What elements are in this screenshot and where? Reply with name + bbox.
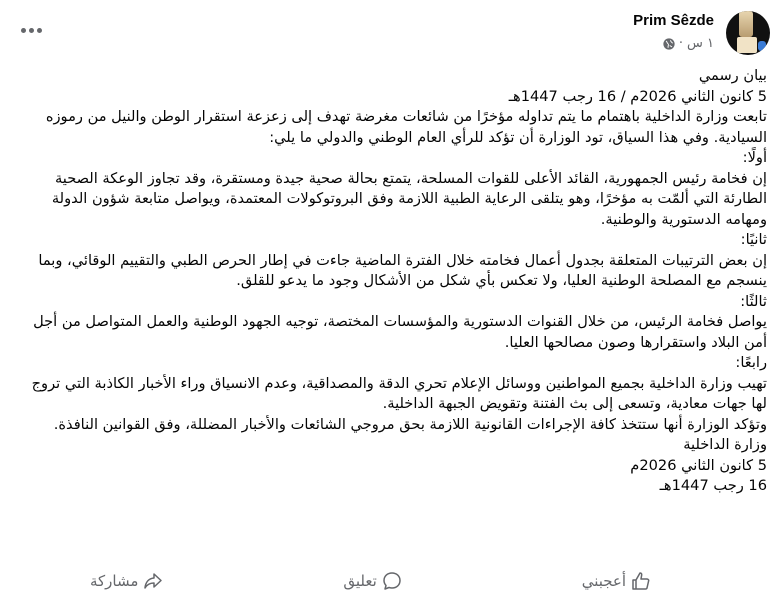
- author-name[interactable]: Prim Sêzde: [633, 12, 714, 29]
- section-body-second: إن بعض الترتيبات المتعلقة بجدول أعمال فخامته خلال الفترة الماضية جاءت في إطار الحرص الطبي والتقييم الوقائي، وبما ينسجم مع المصلحة الوطنية العليا، ولا تعكس بأي شكل من الأشكال وجود ما يدعو للقلق.: [38, 251, 767, 289]
- closing-paragraph: وتؤكد الوزارة أنها ستتخذ كافة الإجراءات القانونية اللازمة بحق مروجي الشائعات والأخبار المضللة، وفق القوانين النافذة.: [53, 415, 767, 433]
- avatar[interactable]: [726, 11, 770, 55]
- comment-icon: [382, 571, 402, 591]
- signature-date-gregorian: 5 كانون الثاني 2026م: [630, 456, 767, 474]
- post-header: [0, 0, 781, 62]
- signature-ministry: وزارة الداخلية: [683, 436, 767, 453]
- more-options-button[interactable]: [16, 20, 46, 40]
- section-heading-fourth: رابعًا:: [735, 354, 767, 371]
- section-heading-first: أولًا:: [742, 149, 767, 166]
- timestamp[interactable]: ١ س: [687, 36, 714, 51]
- thumbs-up-icon: [631, 571, 651, 591]
- like-button[interactable]: [572, 567, 661, 595]
- signature-date-hijri: 16 رجب 1447هـ: [659, 477, 767, 494]
- section-heading-third: ثالثًا:: [740, 292, 767, 310]
- post-text: [14, 66, 767, 497]
- statement-title: بيان رسمي: [698, 67, 767, 84]
- more-horizontal-icon: [21, 28, 26, 33]
- globe-icon[interactable]: [663, 38, 675, 50]
- section-body-third: يواصل فخامة الرئيس، من خلال القنوات الدستورية والمؤسسات المختصة، توجيه الجهود الوطنية والعمل المتواصل من أجل أمن البلاد واستقرارها وصون مصالحها العليا.: [33, 313, 767, 351]
- section-body-fourth: تهيب وزارة الداخلية بجميع المواطنين ووسائل الإعلام تحري الدقة والمصداقية، وعدم الانسياق وراء الأخبار الكاذبة التي تروج لها جهات معادية، وتسعى إلى بث الفتنة وتقويض الجبهة الداخلية.: [31, 374, 767, 412]
- share-button[interactable]: [80, 567, 173, 595]
- intro-paragraph: تابعت وزارة الداخلية باهتمام ما يتم تداوله مؤخرًا من شائعات مغرضة تهدف إلى زعزعة استقرار الوطن والنيل من رموزه السيادية. وفي هذا السياق، تود الوزارة أن تؤكد للرأي العام الوطني والدولي ما يلي:: [45, 108, 767, 146]
- comment-button[interactable]: [333, 567, 411, 595]
- post-meta: [663, 36, 714, 51]
- post-actions-bar: [0, 562, 781, 600]
- statement-date: 5 كانون الثاني 2026م / 16 رجب 1447هـ: [508, 87, 767, 105]
- like-label: أعجبني: [581, 572, 627, 590]
- section-body-first: إن فخامة رئيس الجمهورية، القائد الأعلى للقوات المسلحة، يتمتع بحالة صحية جيدة ومستقرة، وقد تجاوز الوعكة الصحية الطارئة التي ألمّت به مؤخرًا، وهو يتلقى الرعاية الطبية اللازمة وفق البروتوكولات المعتمدة، ويواصل متابعة شؤون الدولة ومهامه الدستورية والوطنية.: [51, 169, 767, 228]
- comment-label: تعليق: [343, 572, 377, 590]
- section-heading-second: ثانيًا:: [740, 231, 767, 248]
- share-label: مشاركة: [90, 572, 139, 590]
- meta-separator: ·: [678, 36, 683, 51]
- share-icon: [143, 571, 163, 591]
